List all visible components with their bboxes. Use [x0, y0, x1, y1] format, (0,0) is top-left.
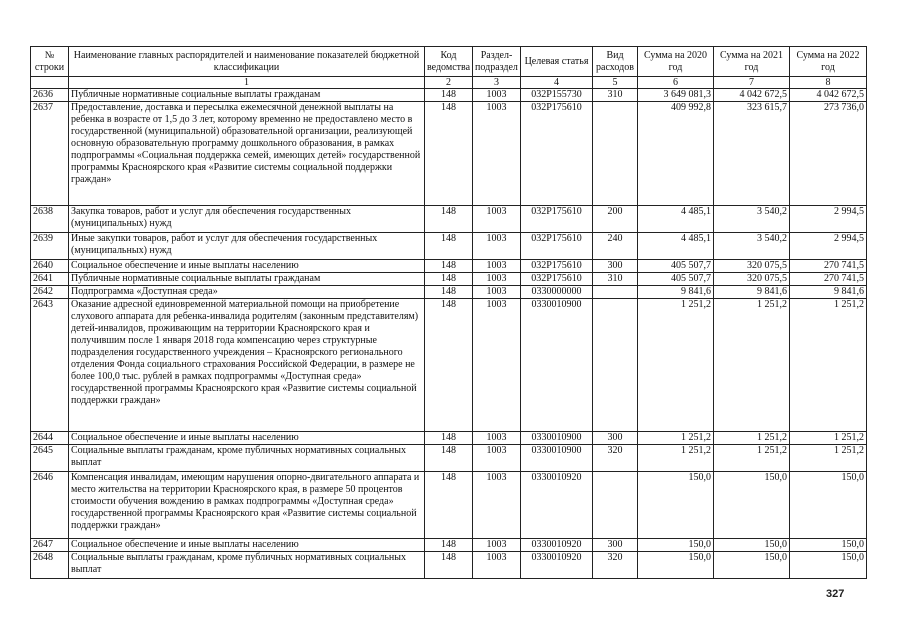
- header-sum-2020: Сумма на 2020 год: [638, 47, 714, 77]
- header-row-number: № строки: [31, 47, 69, 77]
- expense-type-cell: 310: [593, 89, 638, 102]
- sum-2021-cell: 3 540,2: [714, 206, 790, 233]
- row-number-cell: 2645: [31, 445, 69, 472]
- sum-2020-cell: 405 507,7: [638, 260, 714, 273]
- expense-type-cell: [593, 102, 638, 206]
- expense-type-cell: 300: [593, 260, 638, 273]
- target-article-cell: 032P175610: [521, 260, 593, 273]
- section-cell: 1003: [473, 273, 521, 286]
- department-code-cell: 148: [425, 432, 473, 445]
- table-row: [31, 89, 867, 102]
- sum-2022-cell: 2 994,5: [790, 233, 867, 260]
- row-number-cell: 2639: [31, 233, 69, 260]
- row-name-cell: Публичные нормативные социальные выплаты гражданам: [69, 89, 425, 102]
- department-code-cell: 148: [425, 89, 473, 102]
- header-number: 6: [638, 77, 714, 89]
- target-article-cell: 032P175610: [521, 206, 593, 233]
- header-number: 1: [69, 77, 425, 89]
- expense-type-cell: 310: [593, 273, 638, 286]
- row-name-cell: Предоставление, доставка и пересылка ежемесячной денежной выплаты на ребенка в возрасте от 1,5 до 3 лет, которому временно не предоставлено место в государственной (муниципальной) образовательной организации, реализующей основную образовательную программу дошкольного образования, в рамках подпрограммы «Социальная поддержка семей, имеющих детей» государственной программы Красноярского края «Развитие системы социальной поддержки граждан»: [69, 102, 425, 206]
- expense-type-cell: [593, 299, 638, 432]
- header-department-code: Код ведомства: [425, 47, 473, 77]
- sum-2020-cell: 150,0: [638, 539, 714, 552]
- department-code-cell: 148: [425, 539, 473, 552]
- table-body: [31, 89, 867, 579]
- sum-2022-cell: 270 741,5: [790, 273, 867, 286]
- expense-type-cell: 320: [593, 552, 638, 579]
- row-number-cell: 2647: [31, 539, 69, 552]
- budget-table: [30, 46, 867, 579]
- header-expense-type: Вид расходов: [593, 47, 638, 77]
- department-code-cell: 148: [425, 552, 473, 579]
- section-cell: 1003: [473, 432, 521, 445]
- sum-2020-cell: 409 992,8: [638, 102, 714, 206]
- table-row: [31, 552, 867, 579]
- sum-2020-cell: 405 507,7: [638, 273, 714, 286]
- row-name-cell: Иные закупки товаров, работ и услуг для обеспечения государственных (муниципальных) нужд: [69, 233, 425, 260]
- section-cell: 1003: [473, 233, 521, 260]
- department-code-cell: 148: [425, 273, 473, 286]
- sum-2022-cell: 1 251,2: [790, 299, 867, 432]
- header-number: 3: [473, 77, 521, 89]
- target-article-cell: 0330010920: [521, 552, 593, 579]
- target-article-cell: 0330010920: [521, 539, 593, 552]
- row-number-cell: 2637: [31, 102, 69, 206]
- expense-type-cell: 300: [593, 432, 638, 445]
- header-number: 7: [714, 77, 790, 89]
- row-name-cell: Публичные нормативные социальные выплаты гражданам: [69, 273, 425, 286]
- sum-2021-cell: 150,0: [714, 552, 790, 579]
- row-name-cell: Оказание адресной единовременной материальной помощи на приобретение слухового аппарата для ребенка-инвалида родителям (законным представителям) детей-инвалидов, проживающим на территории Красноярского края и получившим после 1 января 2018 года компенсацию через структурные подразделения государственного учреждения – Красноярского регионального отделения Фонда социального страхования Российской Федерации, в размере не более 100,0 тыс. рублей в рамках подпрограммы «Доступная среда» государственной программы Красноярского края «Развитие системы социальной поддержки граждан»: [69, 299, 425, 432]
- sum-2022-cell: 150,0: [790, 552, 867, 579]
- sum-2020-cell: 9 841,6: [638, 286, 714, 299]
- row-name-cell: Подпрограмма «Доступная среда»: [69, 286, 425, 299]
- table-header-row: [31, 47, 867, 77]
- sum-2022-cell: 2 994,5: [790, 206, 867, 233]
- sum-2021-cell: 1 251,2: [714, 445, 790, 472]
- department-code-cell: 148: [425, 286, 473, 299]
- table-row: [31, 299, 867, 432]
- row-number-cell: 2636: [31, 89, 69, 102]
- sum-2021-cell: 320 075,5: [714, 260, 790, 273]
- sum-2022-cell: 4 042 672,5: [790, 89, 867, 102]
- sum-2021-cell: 1 251,2: [714, 432, 790, 445]
- row-name-cell: Социальное обеспечение и иные выплаты населению: [69, 539, 425, 552]
- header-sum-2021: Сумма на 2021 год: [714, 47, 790, 77]
- section-cell: 1003: [473, 552, 521, 579]
- header-number: [31, 77, 69, 89]
- row-number-cell: 2644: [31, 432, 69, 445]
- row-number-cell: 2646: [31, 472, 69, 539]
- section-cell: 1003: [473, 286, 521, 299]
- section-cell: 1003: [473, 102, 521, 206]
- header-number: 4: [521, 77, 593, 89]
- row-name-cell: Социальные выплаты гражданам, кроме публичных нормативных социальных выплат: [69, 552, 425, 579]
- row-name-cell: Компенсация инвалидам, имеющим нарушения опорно-двигательного аппарата и место жительства на территории Красноярского края, в размере 50 процентов стоимости обучения вождению в рамках подпрограммы «Доступная среда» государственной программы Красноярского края «Развитие системы социальной поддержки граждан»: [69, 472, 425, 539]
- section-cell: 1003: [473, 472, 521, 539]
- sum-2020-cell: 1 251,2: [638, 432, 714, 445]
- section-cell: 1003: [473, 539, 521, 552]
- table-row: [31, 102, 867, 206]
- expense-type-cell: 300: [593, 539, 638, 552]
- target-article-cell: 0330010900: [521, 432, 593, 445]
- department-code-cell: 148: [425, 472, 473, 539]
- expense-type-cell: [593, 472, 638, 539]
- row-number-cell: 2642: [31, 286, 69, 299]
- sum-2021-cell: 150,0: [714, 472, 790, 539]
- sum-2021-cell: 3 540,2: [714, 233, 790, 260]
- table-row: [31, 233, 867, 260]
- sum-2021-cell: 9 841,6: [714, 286, 790, 299]
- department-code-cell: 148: [425, 206, 473, 233]
- sum-2020-cell: 3 649 081,3: [638, 89, 714, 102]
- department-code-cell: 148: [425, 445, 473, 472]
- header-name: Наименование главных распорядителей и наименование показателей бюджетной классификации: [69, 47, 425, 77]
- row-number-cell: 2640: [31, 260, 69, 273]
- expense-type-cell: [593, 286, 638, 299]
- sum-2021-cell: 1 251,2: [714, 299, 790, 432]
- sum-2022-cell: 273 736,0: [790, 102, 867, 206]
- page-number: 327: [826, 588, 845, 600]
- header-number: 8: [790, 77, 867, 89]
- header-number: 2: [425, 77, 473, 89]
- department-code-cell: 148: [425, 102, 473, 206]
- target-article-cell: 032P175610: [521, 273, 593, 286]
- section-cell: 1003: [473, 89, 521, 102]
- sum-2022-cell: 1 251,2: [790, 432, 867, 445]
- department-code-cell: 148: [425, 299, 473, 432]
- sum-2021-cell: 320 075,5: [714, 273, 790, 286]
- row-number-cell: 2641: [31, 273, 69, 286]
- target-article-cell: 032P175610: [521, 233, 593, 260]
- header-number-row: [31, 77, 867, 89]
- sum-2021-cell: 150,0: [714, 539, 790, 552]
- sum-2020-cell: 1 251,2: [638, 299, 714, 432]
- row-name-cell: Социальные выплаты гражданам, кроме публичных нормативных социальных выплат: [69, 445, 425, 472]
- section-cell: 1003: [473, 260, 521, 273]
- department-code-cell: 148: [425, 233, 473, 260]
- target-article-cell: 032P155730: [521, 89, 593, 102]
- table-row: [31, 260, 867, 273]
- sum-2020-cell: 150,0: [638, 472, 714, 539]
- budget-document-page: [30, 46, 866, 579]
- sum-2022-cell: 270 741,5: [790, 260, 867, 273]
- sum-2020-cell: 4 485,1: [638, 233, 714, 260]
- department-code-cell: 148: [425, 260, 473, 273]
- sum-2021-cell: 323 615,7: [714, 102, 790, 206]
- table-row: [31, 539, 867, 552]
- sum-2020-cell: 150,0: [638, 552, 714, 579]
- expense-type-cell: 320: [593, 445, 638, 472]
- header-sum-2022: Сумма на 2022 год: [790, 47, 867, 77]
- table-row: [31, 472, 867, 539]
- target-article-cell: 0330010920: [521, 472, 593, 539]
- table-row: [31, 286, 867, 299]
- section-cell: 1003: [473, 445, 521, 472]
- target-article-cell: 0330010900: [521, 445, 593, 472]
- table-row: [31, 445, 867, 472]
- sum-2022-cell: 1 251,2: [790, 445, 867, 472]
- table-row: [31, 432, 867, 445]
- header-target-article: Целевая статья: [521, 47, 593, 77]
- section-cell: 1003: [473, 299, 521, 432]
- target-article-cell: 032P175610: [521, 102, 593, 206]
- header-number: 5: [593, 77, 638, 89]
- section-cell: 1003: [473, 206, 521, 233]
- row-number-cell: 2643: [31, 299, 69, 432]
- row-name-cell: Социальное обеспечение и иные выплаты населению: [69, 432, 425, 445]
- sum-2020-cell: 4 485,1: [638, 206, 714, 233]
- row-number-cell: 2648: [31, 552, 69, 579]
- sum-2021-cell: 4 042 672,5: [714, 89, 790, 102]
- table-row: [31, 273, 867, 286]
- sum-2022-cell: 150,0: [790, 539, 867, 552]
- sum-2020-cell: 1 251,2: [638, 445, 714, 472]
- row-number-cell: 2638: [31, 206, 69, 233]
- expense-type-cell: 200: [593, 206, 638, 233]
- target-article-cell: 0330000000: [521, 286, 593, 299]
- sum-2022-cell: 150,0: [790, 472, 867, 539]
- row-name-cell: Социальное обеспечение и иные выплаты населению: [69, 260, 425, 273]
- table-row: [31, 206, 867, 233]
- row-name-cell: Закупка товаров, работ и услуг для обеспечения государственных (муниципальных) нужд: [69, 206, 425, 233]
- expense-type-cell: 240: [593, 233, 638, 260]
- header-section: Раздел-подраздел: [473, 47, 521, 77]
- target-article-cell: 0330010900: [521, 299, 593, 432]
- sum-2022-cell: 9 841,6: [790, 286, 867, 299]
